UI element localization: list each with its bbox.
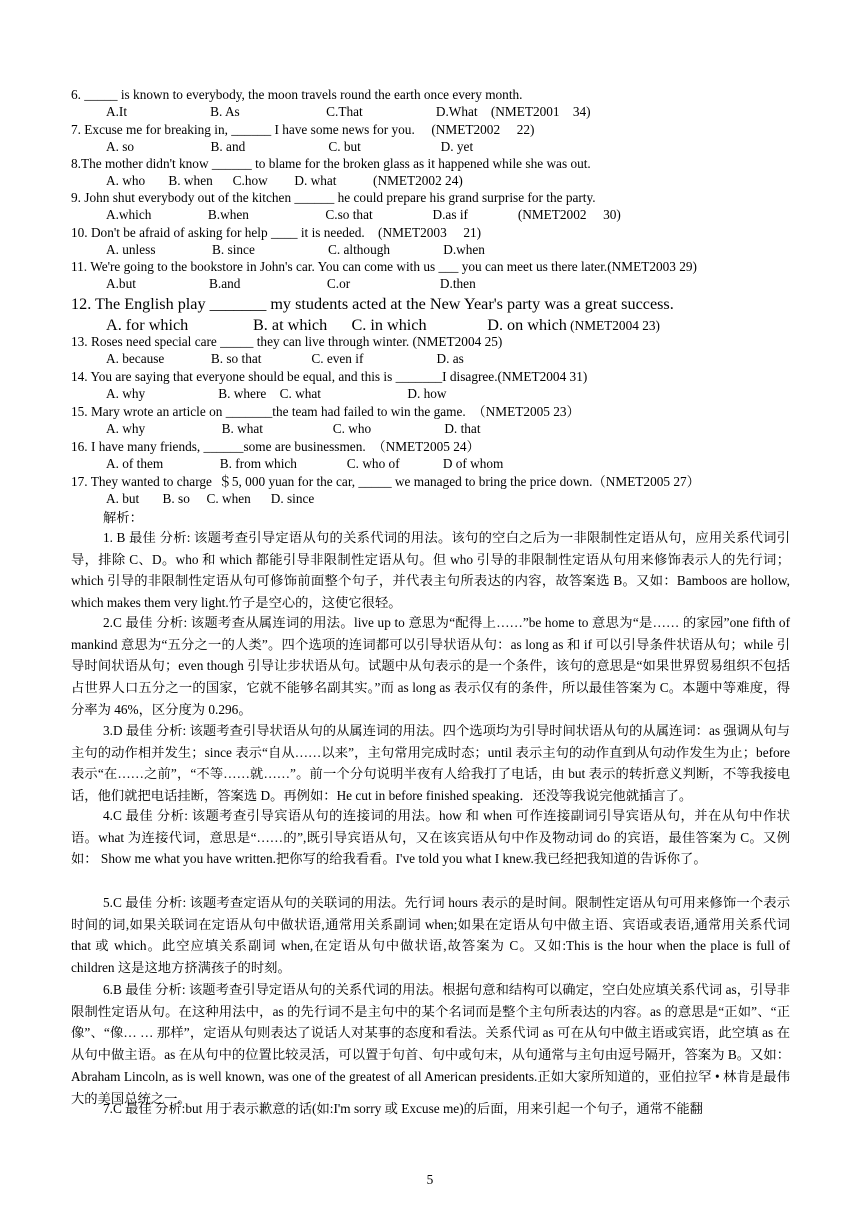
question-10: 10. Don't be afraid of asking for help ____ it is needed. (NMET2003 21) [71, 225, 482, 240]
options-10: A. unless B. since C. although D.when [106, 242, 485, 257]
analysis-paragraph-6: 6.B 最佳 分析: 该题考查引导定语从句的关系代词的用法。根据句意和结构可以确定，空白处应填关系代词 as，引导非限制性定语从句。在这种用法中，as 的先行词不是主句中的某个名词而是整个主句所表达的内容。as 的意思是“正如”、“正像”、“像… … 那样”，定语从句则表达了说话人对某事的态度和看法。关系代词 as 可在从句中做主语或宾语，此空填 as 在从句中做主语。as 在从句中的位置比较灵活，可以置于句首、句中或句末，从句通常与主句由逗号隔开，答案为 B。又如：Abraham Lincoln, as is well known, was one of the greatest of all American presidents.正如大家所知道的，亚伯拉罕 • 林肯是最伟大的美国总统之一。 [71, 982, 790, 1106]
question-6: 6. _____ is known to everybody, the moon travels round the earth once every month. [71, 87, 523, 102]
question-13: 13. Roses need special care _____ they can live through winter. (NMET2004 25) [71, 334, 503, 349]
options-11: A.but B.and C.or D.then [106, 276, 476, 291]
options-8: A. who B. when C.how D. what (NMET2002 24) [106, 173, 463, 188]
question-8: 8.The mother didn't know ______ to blame for the broken glass as it happened while she was out. [71, 156, 591, 171]
analysis-paragraph-4: 4.C 最佳 分析: 该题考查引导宾语从句的连接词的用法。how 和 when 可作连接副词引导宾语从句，并在从句中作状语。what 为连接代词，意思是“……的”,既引导宾语从句，又在该宾语从句中作及物动词 do 的宾语，最佳答案为 C。又例如： Show me what you have written.把你写的给我看看。I've told you what I knew.我已经把我知道的告诉你了。 [71, 808, 790, 867]
options-14: A. why B. where C. what D. how [106, 386, 447, 401]
options-12-source: (NMET2004 23) [566, 318, 660, 333]
analysis-paragraph-1: 1. B 最佳 分析: 该题考查引导定语从句的关系代词的用法。该句的空白之后为一非限制性定语从句，应用关系代词引导，排除 C、D。who 和 which 都能引导非限制性定语从句。但 who 引导的非限制性定语从句用来修饰表示人的先行词；which 引导的非限制性定语从句可修饰前面整个句子，并代表主句所表达的内容，故答案选 B。又如：Bamboos are hollow, which makes them very light.竹子是空心的，这使它很轻。 [71, 530, 790, 611]
question-17: 17. They wanted to charge ＄5, 000 yuan for the car, _____ we managed to bring the price down.（NMET2005 27） [71, 474, 700, 489]
question-15: 15. Mary wrote an article on _______the team had failed to win the game. （NMET2005 23） [71, 404, 580, 419]
options-13: A. because B. so that C. even if D. as [106, 351, 464, 366]
analysis-paragraph-7: 7.C 最佳 分析:but 用于表示歉意的话(如:I'm sorry 或 Excuse me)的后面，用来引起一个句子，通常不能翻 [103, 1101, 703, 1116]
options-7: A. so B. and C. but D. yet [106, 139, 474, 154]
analysis-paragraph-2: 2.C 最佳 分析: 该题考查从属连词的用法。live up to 意思为“配得上……”be home to 意思为“是…… 的家园”one fifth of mankind 意思为“五分之一的人类”。四个选项的连词都可以引导状语从句：as long as 和 if 可以引导条件状语从句；while 引导时间状语从句；even though 引导让步状语从句。试题中从句表示的是一个条件，该句的意思是“如果世界贸易组织不包括占世界人口五分之一的国家，它就不能够名副其实。”而 as long as 表示仅有的条件，所以最佳答案为 C。本题中等难度，得分率为 46%，区分度为 0.296。 [71, 615, 790, 717]
options-15: A. why B. what C. who D. that [106, 421, 481, 436]
analysis-paragraph-5: 5.C 最佳 分析: 该题考查定语从句的关联词的用法。先行词 hours 表示的是时间。限制性定语从句可用来修饰一个表示时间的词,如果关联词在定语从句中做状语,通常用关系副词 when;如果在定语从句中做主语、宾语或表语,通常用关系代词 that 或 which。此空应填关系副词 when,在定语从句中做状语,故答案为 C。又如:This is the hour when the place is full of children 这是这地方挤满孩子的时刻。 [71, 895, 790, 976]
options-6: A.It B. As C.That D.What (NMET2001 34) [106, 104, 591, 119]
options-17: A. but B. so C. when D. since [106, 491, 315, 506]
analysis-paragraph-3: 3.D 最佳 分析: 该题考查引导状语从句的从属连词的用法。四个选项均为引导时间状语从句的从属连词：as 强调从句与主句的动作相并发生；since 表示“自从……以来”，主句常用完成时态；until 表示主句的动作直到从句动作发生为止；before 表示“在……之前”，“不等……就……”。前一个分句说明半夜有人给我打了电话，由 but 表示的转折意义判断，不等我接电话，他们就把电话挂断，答案选 D。再例如：He cut in before finished speaking．还没等我说完他就插言了。 [71, 723, 790, 804]
question-12: 12. The English play _______ my students acted at the New Year's party was a great success. [71, 295, 674, 313]
options-9: A.which B.when C.so that D.as if (NMET2002 30) [106, 207, 621, 222]
question-9: 9. John shut everybody out of the kitchen ______ he could prepare his grand surprise for the party. [71, 190, 596, 205]
analysis-label: 解析： [103, 510, 143, 525]
question-7: 7. Excuse me for breaking in, ______ I have some news for you. (NMET2002 22) [71, 122, 535, 137]
question-14: 14. You are saying that everyone should be equal, and this is _______I disagree.(NMET2004 31) [71, 369, 588, 384]
options-16: A. of them B. from which C. who of D of whom [106, 456, 504, 471]
options-12-text: A. for which B. at which C. in which D. on which [106, 316, 567, 334]
question-11: 11. We're going to the bookstore in John's car. You can come with us ___ you can meet us there later.(NMET2003 29) [71, 259, 697, 274]
question-16: 16. I have many friends, ______some are businessmen. （NMET2005 24） [71, 439, 480, 454]
options-12 [106, 315, 660, 336]
page-number: 5 [426, 1172, 434, 1187]
